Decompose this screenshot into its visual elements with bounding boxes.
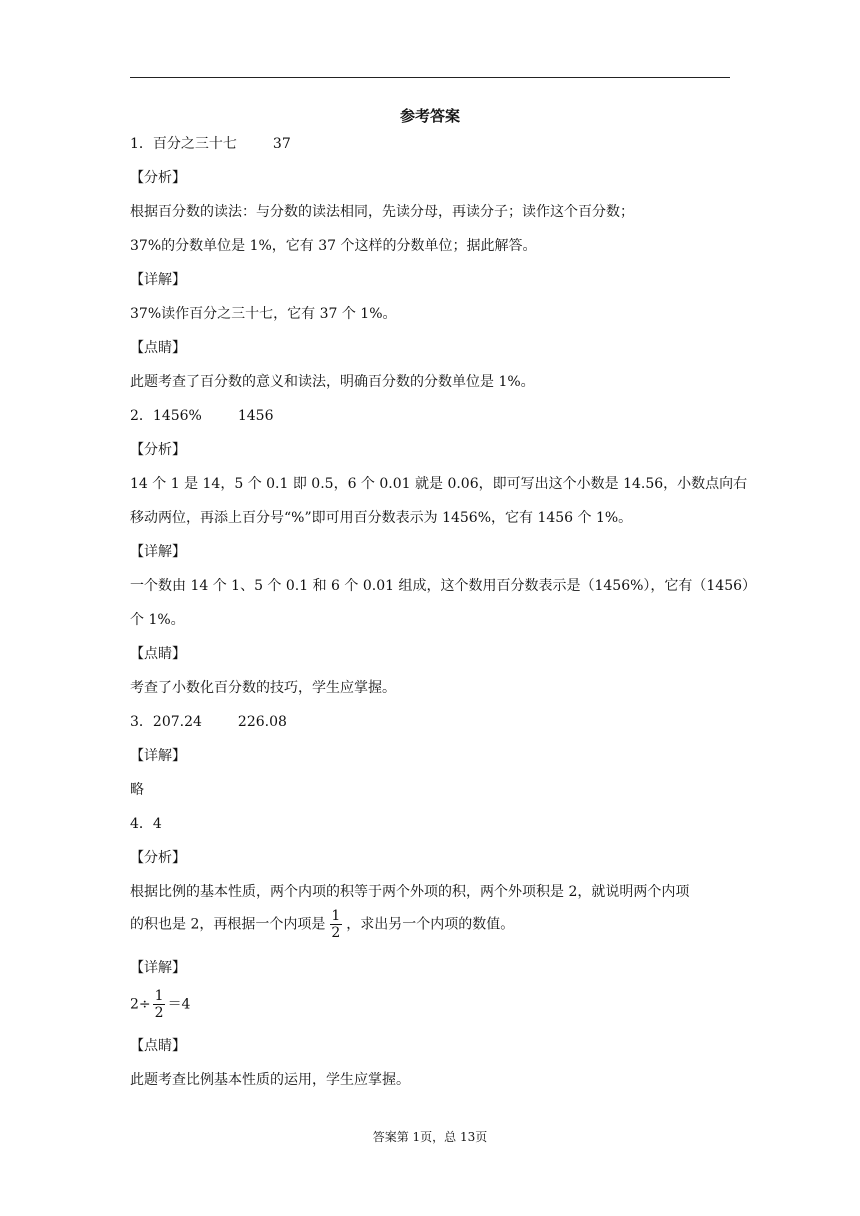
q2-answer-a: 1456% <box>152 408 202 424</box>
q4-detail-heading: 【详解】 <box>130 960 186 976</box>
q3-number: 3． <box>130 714 153 730</box>
fraction-one-half <box>329 908 342 941</box>
q4-analysis-line-1: 根据比例的基本性质，两个内项的积等于两个外项的积，两个外项积是 2，就说明两个内项 <box>130 884 690 900</box>
q4-number: 4． <box>130 816 153 832</box>
q3-detail-heading: 【详解】 <box>130 748 186 764</box>
q1-analysis-heading: 【分析】 <box>130 170 186 186</box>
q2-comment-heading: 【点睛】 <box>130 646 186 662</box>
q2-answer <box>130 407 740 425</box>
q2-answer-b: 1456 <box>237 408 274 424</box>
q2-analysis-line-1: 14 个 1 是 14，5 个 0.1 即 0.5，6 个 0.01 就是 0.06，即可写出这个小数是 14.56，小数点向右 <box>130 476 748 492</box>
q1-answer <box>130 135 740 153</box>
fraction-numerator: 1 <box>154 988 164 1004</box>
fraction-numerator: 1 <box>331 908 341 924</box>
q4-comment-heading: 【点睛】 <box>130 1038 186 1054</box>
q1-number: 1． <box>130 136 153 152</box>
q1-analysis-line-1: 根据百分数的读法：与分数的读法相同，先读分母，再读分子；读作这个百分数； <box>130 204 634 220</box>
q4-answer-a: 4 <box>152 816 162 832</box>
q3-detail-line-1: 略 <box>130 782 144 798</box>
q2-detail-line-1: 一个数由 14 个 1、5 个 0.1 和 6 个 0.01 组成，这个数用百分数表示是（1456%），它有（1456） <box>130 578 757 594</box>
q4-detail-pre: 2÷ <box>130 996 151 1013</box>
q2-analysis-line-2: 移动两位，再添上百分号“%”即可用百分数表示为 1456%，它有 1456 个 1%。 <box>130 510 633 526</box>
fraction-one-half-detail <box>153 988 166 1021</box>
q1-answer-a: 百分之三十七 <box>152 136 237 152</box>
q4-analysis-line-2a: 的积也是 2，再根据一个内项是 <box>130 916 326 933</box>
q2-analysis-heading: 【分析】 <box>130 442 186 458</box>
q1-comment-line-1: 此题考查了百分数的意义和读法，明确百分数的分数单位是 1%。 <box>130 374 535 390</box>
q1-analysis-line-2: 37%的分数单位是 1%，它有 37 个这样的分数单位；据此解答。 <box>130 238 537 254</box>
header-rule <box>130 77 730 78</box>
q2-comment-line-1: 考查了小数化百分数的技巧，学生应掌握。 <box>130 680 396 696</box>
q2-detail-heading: 【详解】 <box>130 544 186 560</box>
q3-answer <box>130 713 740 731</box>
fraction-denominator: 2 <box>331 925 341 941</box>
q4-analysis-line-2b: ，求出另一个内项的数值。 <box>346 916 515 933</box>
page-title: 参考答案 <box>399 107 460 125</box>
q2-number: 2． <box>130 408 153 424</box>
q4-analysis-heading: 【分析】 <box>130 850 186 866</box>
fraction-denominator: 2 <box>154 1005 164 1021</box>
q1-comment-heading: 【点睛】 <box>130 340 186 356</box>
q4-analysis-line-2 <box>130 908 740 941</box>
q4-detail-line-1 <box>130 988 740 1021</box>
q3-answer-a: 207.24 <box>152 714 202 730</box>
q1-detail-heading: 【详解】 <box>130 272 186 288</box>
q4-comment-line-1: 此题考查比例基本性质的运用，学生应掌握。 <box>130 1072 410 1088</box>
page-footer: 答案第 1页，总 13页 <box>372 1130 488 1144</box>
q1-detail-line-1: 37%读作百分之三十七，它有 37 个 1%。 <box>130 306 397 322</box>
q1-answer-b: 37 <box>272 136 291 152</box>
q4-detail-post: ＝4 <box>167 996 191 1013</box>
q3-answer-b: 226.08 <box>237 714 287 730</box>
q2-detail-line-2: 个 1%。 <box>130 612 185 628</box>
q4-answer <box>130 815 740 833</box>
